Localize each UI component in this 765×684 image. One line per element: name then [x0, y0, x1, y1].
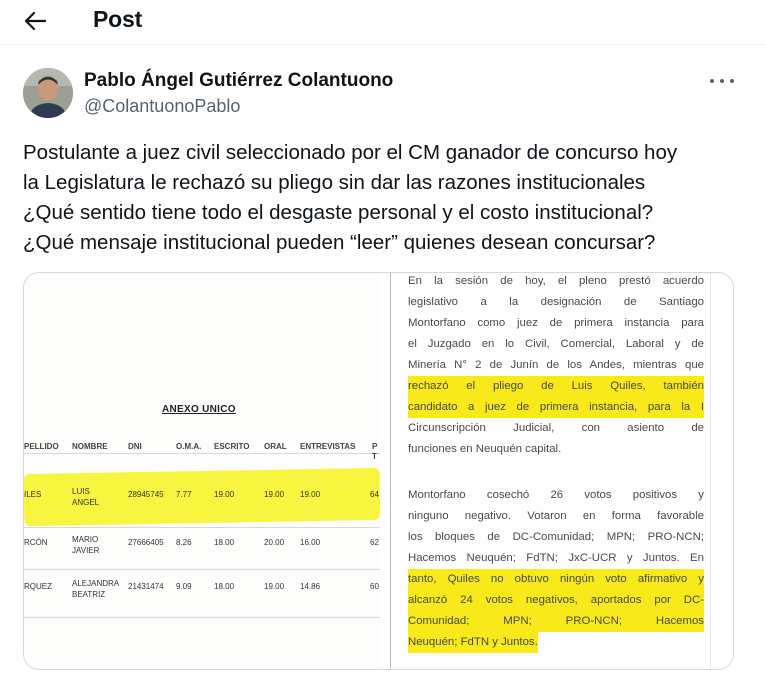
annex-title: ANEXO UNICO	[162, 404, 236, 415]
table-cell: 14.86	[300, 582, 321, 591]
tweet-text	[23, 138, 743, 258]
table-cell: 18.00	[214, 582, 235, 591]
table-cell: RQUEZ	[24, 582, 52, 591]
highlight-mark: candidato a juez de primera instancia, para la I	[408, 397, 704, 418]
table-cell: JAVIER	[72, 546, 100, 555]
col-header: DNI	[128, 442, 142, 451]
author-name[interactable]: Pablo Ángel Gutiérrez Colantuono	[84, 70, 394, 91]
tweet-line: ¿Qué mensaje institucional pueden “leer” quienes desean concursar?	[23, 231, 656, 254]
tweet-line: Postulante a juez civil seleccionado por el CM ganador de concurso hoy	[23, 141, 678, 164]
table-cell: BEATRIZ	[72, 590, 106, 599]
more-dots-icon	[710, 79, 714, 83]
col-header: PELLIDO	[24, 442, 59, 451]
tweet-line: ¿Qué sentido tiene todo el desgaste personal y el costo institucional?	[23, 201, 654, 224]
table-cell: 16.00	[300, 538, 321, 547]
table-cell: 27666405	[128, 538, 164, 547]
col-header: P	[372, 442, 378, 451]
annex-document	[24, 273, 380, 670]
highlight-mark: Neuquén; FdTN y Juntos.	[408, 632, 538, 653]
table-cell: 62	[370, 538, 379, 547]
table-cell: 19.00	[264, 490, 285, 499]
col-header: ESCRITO	[214, 442, 250, 451]
tweet-line: la Legislatura le rechazó su pliego sin dar las razones institucionales	[23, 171, 646, 194]
avatar[interactable]	[23, 68, 73, 118]
table-cell: 28945745	[128, 490, 164, 499]
table-cell: 64	[370, 490, 379, 499]
table-cell: MARIO	[72, 535, 99, 544]
table-cell: RCÓN	[24, 538, 48, 547]
back-button[interactable]	[18, 6, 52, 36]
highlight-mark: rechazó el pliego de Luis Quiles, también	[408, 376, 704, 397]
col-header: ENTREVISTAS	[300, 442, 356, 451]
table-cell: 18.00	[214, 538, 235, 547]
table-cell: 21431474	[128, 582, 164, 591]
highlight-mark: Comunidad; MPN; PRO-NCN; Hacemos	[408, 611, 704, 632]
col-header: NOMBRE	[72, 442, 108, 451]
top-bar	[0, 0, 765, 44]
table-cell: LUIS	[72, 487, 90, 496]
table-cell: 8.26	[176, 538, 192, 547]
table-cell: 9.09	[176, 582, 192, 591]
table-cell: 7.77	[176, 490, 192, 499]
col-header: ORAL	[264, 442, 287, 451]
col-header: T	[372, 452, 377, 461]
news-document	[380, 273, 734, 670]
attached-image[interactable]	[23, 272, 734, 670]
more-options-button[interactable]	[706, 70, 738, 92]
highlight-mark: alcanzó 24 votos negativos, aportados por DC-	[408, 590, 704, 611]
table-cell: 20.00	[264, 538, 285, 547]
table-cell: ILES	[24, 490, 42, 499]
news-paragraph-1: En la sesión de hoy, el pleno prestó acuerdo legislativo a la designación de Santiago Montorfano como juez de primera instancia para el Juzgado en lo Civil, Comercial, Laboral y de Minería N° 2 de Junín de los Andes, mientras que rechazó el pliego de Luis Quiles, también candidato a juez de primera instancia, para la I Circunscripción Judicial, con asiento de funciones en Neuquén capital.	[408, 275, 704, 455]
back-arrow-icon	[24, 11, 46, 31]
author-handle[interactable]: @ColantuonoPablo	[84, 96, 241, 116]
table-cell: 60	[370, 582, 379, 591]
col-header: O.M.A.	[176, 442, 202, 451]
table-cell: 19.00	[264, 582, 285, 591]
table-cell: ANGEL	[72, 498, 100, 507]
header-divider	[0, 44, 765, 45]
table-cell: 19.00	[300, 490, 321, 499]
news-paragraph-2: Montorfano cosechó 26 votos positivos y ninguno negativo. Votaron en forma favorable los bloques de DC-Comunidad; MPN; PRO-NCN; Hacemos Neuquén; FdTN; JxC-UCR y Juntos. En tanto, Quiles no obtuvo ningún voto afirmativo y alcanzó 24 votos negativos, aportados por DC- Comunidad; MPN; PRO-NCN; Hacemos Neuquén; FdTN y Juntos.	[408, 485, 704, 653]
highlight-mark: tanto, Quiles no obtuvo ningún voto afirmativo y	[408, 569, 704, 590]
table-cell: 19.00	[214, 490, 235, 499]
table-cell: ALEJANDRA	[72, 579, 120, 588]
page-title: Post	[93, 6, 143, 32]
